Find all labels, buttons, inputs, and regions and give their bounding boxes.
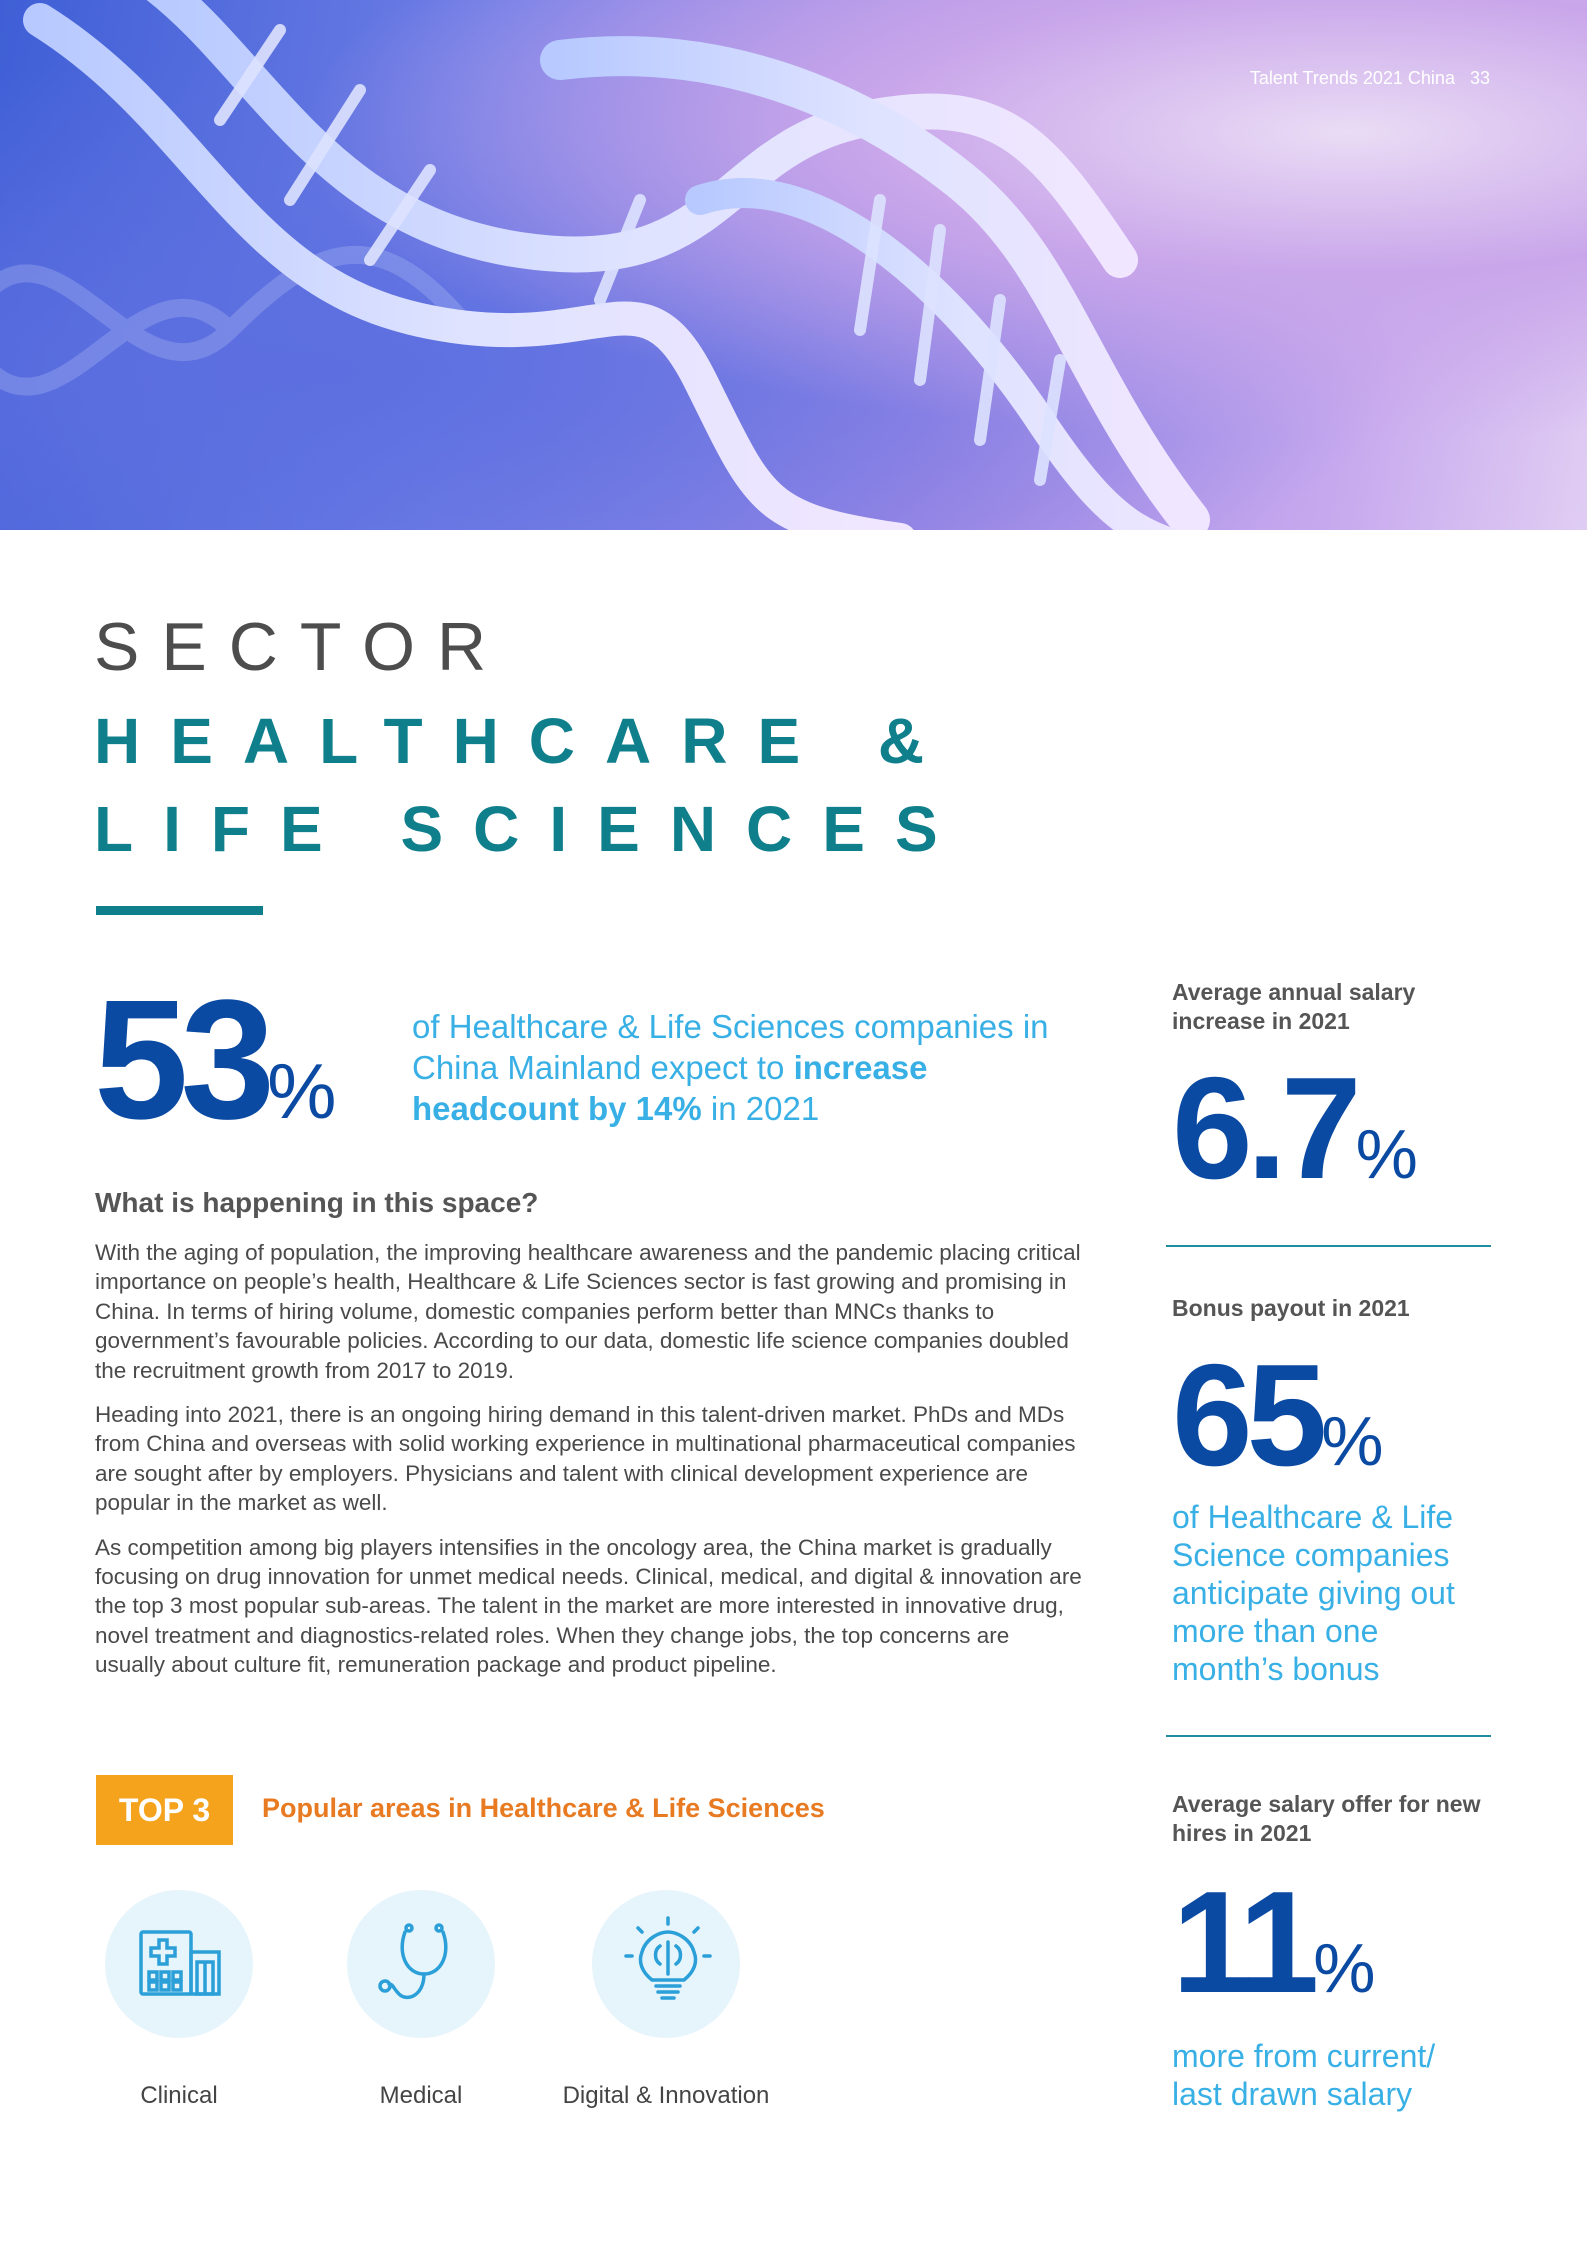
running-header [1240,68,1490,89]
headline-stat-unit: % [267,1047,337,1135]
sector-title-line2: LIFE SCIENCES [94,793,968,865]
stat-desc-before: of Healthcare & Life Sciences companies in China Mainland expect to [412,1008,1049,1086]
stat-number: 65 [1172,1334,1322,1496]
area-label: Digital & Innovation [562,2082,770,2109]
area-label: Medical [379,2082,463,2109]
stat-label: Average salary offer for new hires in 2021 [1172,1791,1481,1846]
stethoscope-icon [371,1914,471,2014]
divider [1166,1735,1491,1737]
top3-badge: TOP 3 [96,1775,233,1845]
stat-number: 11 [1172,1861,1314,2023]
stat-salary-increase [1172,978,1492,1209]
section-heading: What is happening in this space? [95,1187,539,1218]
stat-unit: % [1313,1929,1376,2007]
area-digital-innovation [546,1890,786,2110]
sector-label: SECTOR [94,609,509,685]
stat-value [1172,1334,1492,1496]
section-body [95,1238,1085,1695]
paragraph: Heading into 2021, there is an ongoing hiring demand in this talent-driven market. PhDs and MDs from China and overseas with solid working experience in multinational pharmaceutical companies are sought after by employers. Physicians and talent with clinical development experience are popular in the market as well. [95,1402,1076,1516]
area-icon-circle [592,1890,740,2038]
stat-label: Bonus payout in 2021 [1172,1295,1410,1321]
stat-value [1172,1861,1492,2023]
stat-bonus [1172,1294,1492,1688]
top3-title: Popular areas in Healthcare & Life Sciences [262,1793,825,1823]
stat-desc-bold: increase headcount by 14% [412,1049,928,1127]
lightbulb-brain-icon [616,1914,716,2014]
title-underline [96,906,263,915]
stat-description: more from current/ last drawn salary [1172,2038,1436,2112]
stat-desc-after: in 2021 [701,1090,820,1127]
sector-title [94,697,968,873]
paragraph: As competition among big players intensifies in the oncology area, the China market is gradually focusing on drug innovation for unmet medical needs. Clinical, medical, and digital & innovation are the top 3 most popular sub-areas. The talent in the market are more interested in innovative drug, novel treatment and diagnostics-related roles. When they change jobs, the top concerns are usually about culture fit, remuneration package and product pipeline. [95,1534,1082,1678]
stat-description: of Healthcare & Life Science companies anticipate giving out more than one month’s bonus [1172,1499,1455,1687]
stat-value [1172,1047,1492,1209]
stat-unit: % [1321,1402,1384,1480]
headline-stat-value: 53 [94,965,268,1155]
stat-number: 6.7 [1172,1047,1356,1209]
paragraph: With the aging of population, the improving healthcare awareness and the pandemic placing critical importance on people’s health, Healthcare & Life Sciences sector is fast growing and promising in China. In terms of hiring volume, domestic companies perform better than MNCs thanks to government’s favourable policies. According to our data, domestic life science companies doubled the recruitment growth from 2017 to 2019. [95,1240,1081,1383]
area-icon-circle [347,1890,495,2038]
area-clinical [59,1890,299,2110]
area-medical [301,1890,541,2110]
sector-title-line1: HEALTHCARE & [94,705,955,777]
area-label: Clinical [140,2082,218,2109]
stat-unit: % [1355,1115,1418,1193]
stat-label: Average annual salary increase in 2021 [1172,979,1416,1034]
page-number: 33 [1469,68,1490,88]
hero-dna-image [0,0,1587,530]
headline-stat [94,965,337,1155]
hospital-icon [129,1914,229,2014]
divider [1166,1245,1491,1247]
running-title: Talent Trends 2021 China [1249,68,1455,88]
stat-salary-offer [1172,1790,1492,2113]
headline-stat-description [412,1006,1052,1129]
area-icon-circle [105,1890,253,2038]
